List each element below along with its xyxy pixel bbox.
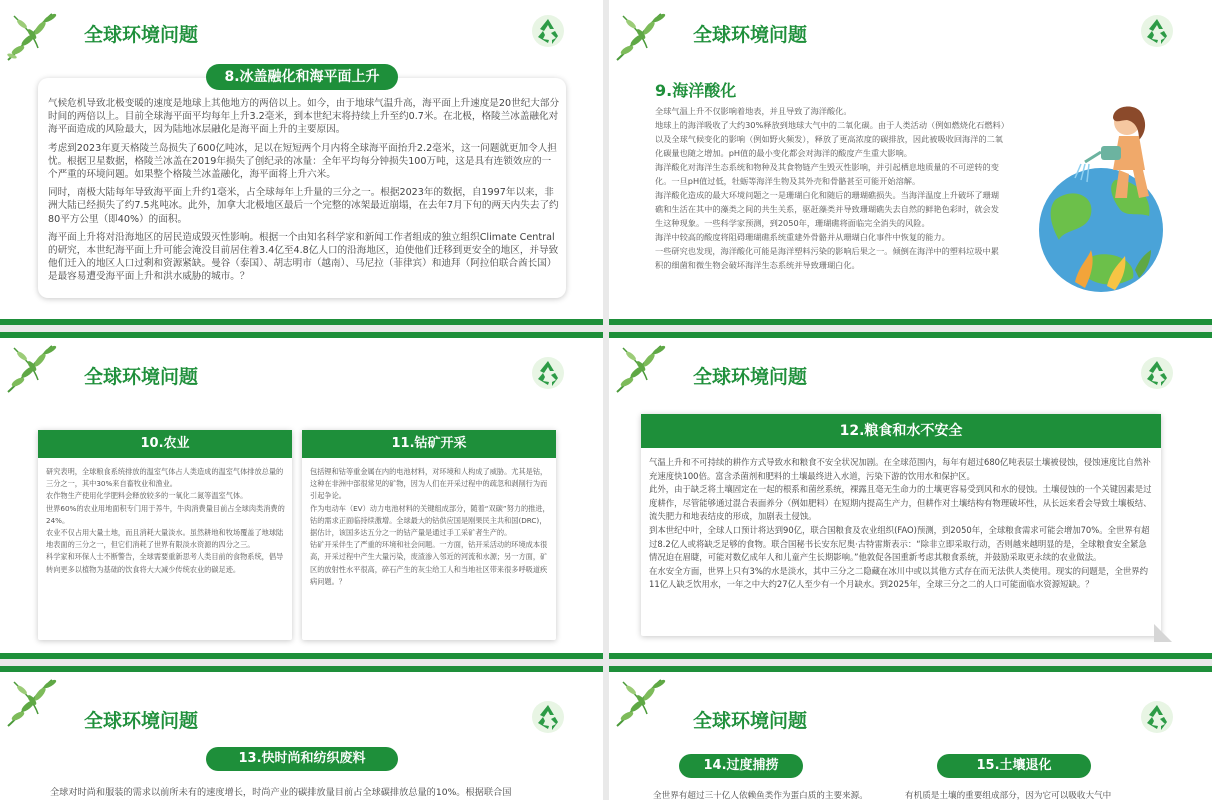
content-body: [48, 97, 560, 289]
paragraph: 包括锂和钴等重金属在内的电池材料，对环境和人构成了威胁。尤其是钴，这种在非洲中部很常见的矿物，因为人们在开采过程中的疏忽和剥削行为而引起争论。: [310, 467, 548, 501]
content-body: 全球对时尚和服装的需求以前所未有的速度增长，时尚产业的碳排放量目前占全球碳排放总量的10%。根据联合国: [50, 787, 512, 798]
header-bar: [609, 332, 1212, 338]
paragraph: 在水安全方面，世界上只有3%的水是淡水，其中三分之二隐藏在冰川中或以其他方式存在而无法供人类使用。现实的问题是，全世界约11亿人缺乏饮用水，一年之中大约27亿人至少有一个月缺水。到2025年，全球三分之二的人口可能面临水资源短缺。？: [649, 565, 1149, 590]
paragraph: 农作物生产使用化学肥料会释放较多的一氧化二氮等温室气体。: [46, 491, 248, 501]
leaf-branch-icon: [613, 6, 689, 66]
paragraph: 研究表明，全球粮食系统排放的温室气体占人类造成的温室气体排放总量的三分之一，其中30%来自畜牧业和渔业。: [46, 467, 284, 489]
overfishing-heading: 14.过度捕捞: [679, 754, 803, 778]
section-heading: 8.冰盖融化和海平面上升: [206, 64, 398, 90]
agriculture-body: [46, 466, 286, 576]
earth-girl-illustration: [1015, 100, 1185, 300]
recycle-icon: [531, 700, 565, 734]
paragraph: 海洋酸化造成的最大环境问题之一是珊瑚白化和随后的珊瑚礁损失。当海洋温度上升破坏了珊瑚礁和生活在其中的藻类之间的共生关系，驱赶藻类并导致珊瑚礁失去自然的鲜艳色彩时，就会发生这种现象。一些科学家预测，到2050年，珊瑚礁将面临完全消失的风险。: [655, 190, 999, 228]
paragraph: 此外，由于缺乏将土壤固定在一起的根系和菌丝系统，裸露且毫无生命力的土壤更容易受到风和水的侵蚀。土壤侵蚀的一个关键因素是过度耕作，尽管能够通过混合表面养分（例如肥料）在短期内提高生产力，但耕作对土壤结构有物理破坏性，从长远来看会导致土壤板结、流失肥力和地表结皮的形成，加剧表土侵蚀。: [649, 484, 1152, 522]
footer-bar: [0, 319, 603, 325]
header-bar: [609, 666, 1212, 672]
slide-title: 全球环境问题: [84, 366, 199, 388]
recycle-icon: [531, 14, 565, 48]
content-body: [649, 456, 1155, 592]
slide-title: 全球环境问题: [84, 24, 199, 46]
section-heading: 9.海洋酸化: [655, 81, 737, 100]
slide-title: 全球环境问题: [84, 710, 199, 732]
section-heading: 13.快时尚和纺织废料: [206, 747, 398, 771]
agriculture-heading: 10.农业: [38, 430, 292, 458]
paragraph: 地球上的海洋吸收了大约30%释放到地球大气中的二氧化碳。由于人类活动（例如燃烧化石燃料）以及全球气候变化的影响（例如野火频发），释放了更高浓度的碳排放，因此被吸收回海洋的二氧化碳量也随之增加。pH值的最小变化都会对海洋的酸度产生重大影响。: [655, 120, 1005, 158]
recycle-icon: [1140, 14, 1174, 48]
soil-degradation-heading: 15.土壤退化: [937, 754, 1091, 778]
header-bar: [0, 666, 603, 672]
paragraph: 海洋中较高的酸度将阻碍珊瑚礁系统重建外骨骼并从珊瑚白化事件中恢复的能力。: [655, 232, 950, 242]
paragraph: 一些研究也发现，海洋酸化可能是海洋塑料污染的影响后果之一。倾倒在海洋中的塑料垃圾中累积的细菌和微生物会破坏海洋生态系统并导致珊瑚白化。: [655, 246, 999, 270]
leaf-branch-icon: [4, 6, 80, 66]
slide-12-food-water[interactable]: [609, 332, 1212, 659]
slide-title: 全球环境问题: [693, 366, 808, 388]
paragraph: 世界60%的农业用地面积专门用于养牛，牛肉消费量目前占全球肉类消费的24%。: [46, 503, 285, 525]
paragraph: 同时，南极大陆每年导致海平面上升约1毫米，占全球每年上升量的三分之一。根据2023年的数据，自1997年以来，非洲大陆已经损失了约7.5兆吨冰。此外，加拿大北极地区最后一个完整的冰架最近崩塌，在去年7月下旬的两天内失去了约80平方公里（即40%）的面积。: [48, 187, 559, 225]
slide-title: 全球环境问题: [693, 24, 808, 46]
leaf-branch-icon: [4, 672, 80, 732]
overfishing-body: 全世界有超过三十亿人依赖鱼类作为蛋白质的主要来源。: [653, 791, 868, 800]
section-heading: 12.粮食和水不安全: [641, 414, 1161, 448]
paragraph: 科学家和环保人士不断警告，全球需要重新思考人类目前的食物系统，倡导转向更多以植物为基础的饮食将大大减少传统农业的碳足迹。: [46, 552, 284, 574]
leaf-branch-icon: [4, 338, 80, 398]
recycle-icon: [1140, 700, 1174, 734]
header-bar: [0, 332, 603, 338]
slide-10-11-agriculture-cobalt[interactable]: [0, 332, 603, 659]
soil-degradation-body: 有机质是土壤的重要组成部分，因为它可以吸收大气中: [905, 791, 1112, 800]
paragraph: 气候危机导致北极变暖的速度是地球上其他地方的两倍以上。如今，由于地球气温升高，海平面上升速度是20世纪大部分时间的两倍以上。目前全球海平面平均每年上升3.2毫米，到本世纪末将持续上升至约0.7米。在北极，格陵兰冰盖融化对海平面造成的风险最大，因为陆地冰层融化是海平面上升的主要原因。: [48, 98, 560, 136]
paragraph: 海平面上升将对沿海地区的居民造成毁灭性影响。根据一个由知名科学家和新闻工作者组成的独立组织Climate Central的研究，本世纪海平面上升可能会淹没目前居住着3.4亿至4.8亿人口的沿海地区，迫使他们迁移到更安全的地区，并导致他们迁入的地区人口过剩和资源紧缺。曼谷（泰国）、胡志明市（越南）、马尼拉（菲律宾）和迪拜（阿拉伯联合酋长国）是最容易遭受海平面上升和洪水威胁的城市。？: [48, 231, 559, 283]
slide-title: 全球环境问题: [693, 710, 808, 732]
leaf-branch-icon: [613, 338, 689, 398]
recycle-icon: [1140, 356, 1174, 390]
paragraph: 农业不仅占用大量土地，而且消耗大量淡水。虽然耕地和牧场覆盖了地球陆地表面的三分之一，但它们消耗了世界有限淡水资源的四分之三。: [46, 528, 284, 550]
footer-bar: [0, 653, 603, 659]
footer-bar: [609, 319, 1212, 325]
content-body: [655, 104, 1005, 272]
paragraph: 全球气温上升不仅影响着地表，并且导致了海洋酸化。: [655, 106, 852, 116]
paragraph: 考虑到2023年夏天格陵兰岛损失了600亿吨冰，足以在短短两个月内将全球海平面抬升2.2毫米，这一问题就更加令人担忧。根据卫星数据，格陵兰冰盖在2019年损失了创纪录的冰量：全年平均每分钟损失100万吨，这是具有连锁效应的一个严重的环境问题。如果整个格陵兰冰盖融化，海平面将上升六米。: [48, 142, 557, 181]
slide-9-ocean-acidification[interactable]: [609, 0, 1212, 325]
paragraph: 气温上升和不可持续的耕作方式导致水和粮食不安全状况加剧。在全球范围内，每年有超过680亿吨表层土壤被侵蚀，侵蚀速度比自然补充速度快100倍。富含杀菌剂和肥料的土壤最终进入水道，污染下游的饮用水和保护区。: [649, 457, 1151, 481]
slide-8-ice-melt[interactable]: [0, 0, 603, 325]
paragraph: 钴矿开采伴生了严重的环境和社会问题。一方面，钴开采活动的环境成本很高，开采过程中产生大量污染，废渣渗入邻近的河流和水源；另一方面，矿区的放射性水平很高，碎石产生的灰尘给工人和当地社区带来很多呼吸道疾病问题。？: [310, 540, 548, 586]
page-fold: [1154, 624, 1172, 642]
paragraph: 海洋酸化对海洋生态系统和物种及其食物链产生毁灭性影响，并引起栖息地质量的不可逆转的变化。一旦pH值过低，牡蛎等海洋生物及其外壳和骨骼甚至可能开始溶解。: [655, 162, 999, 186]
cobalt-heading: 11.钴矿开采: [302, 430, 556, 458]
paragraph: 到本世纪中叶，全球人口预计将达到90亿，联合国粮食及农业组织(FAO)预测，到2050年，全球粮食需求可能会增加70%。全世界有超过8.2亿人或将缺乏足够的食物。联合国秘书长安东尼奥·古特雷斯表示：“除非立即采取行动，否则越来越明显的是，全球粮食安全紧急情况迫在眉睫，可能对数亿成年人和儿童产生长期影响。”他敦促各国重新考虑其粮食系统，并鼓励采取更永续的农业做法。: [649, 524, 1150, 563]
leaf-branch-icon: [613, 672, 689, 732]
cobalt-body: [310, 466, 550, 588]
slide-13-fast-fashion[interactable]: [0, 666, 603, 800]
footer-bar: [609, 653, 1212, 659]
slide-14-15-overfishing-soil[interactable]: [609, 666, 1212, 800]
paragraph: 作为电动车（EV）动力电池材料的关键组成部分，随着“双碳”努力的推进，钴的需求正面临持续激增。全球最大的钴供应国是刚果民主共和国(DRC)，据估计，该国多达五分之一的钴产量是通过手工采矿者生产的。: [310, 503, 550, 538]
recycle-icon: [531, 356, 565, 390]
